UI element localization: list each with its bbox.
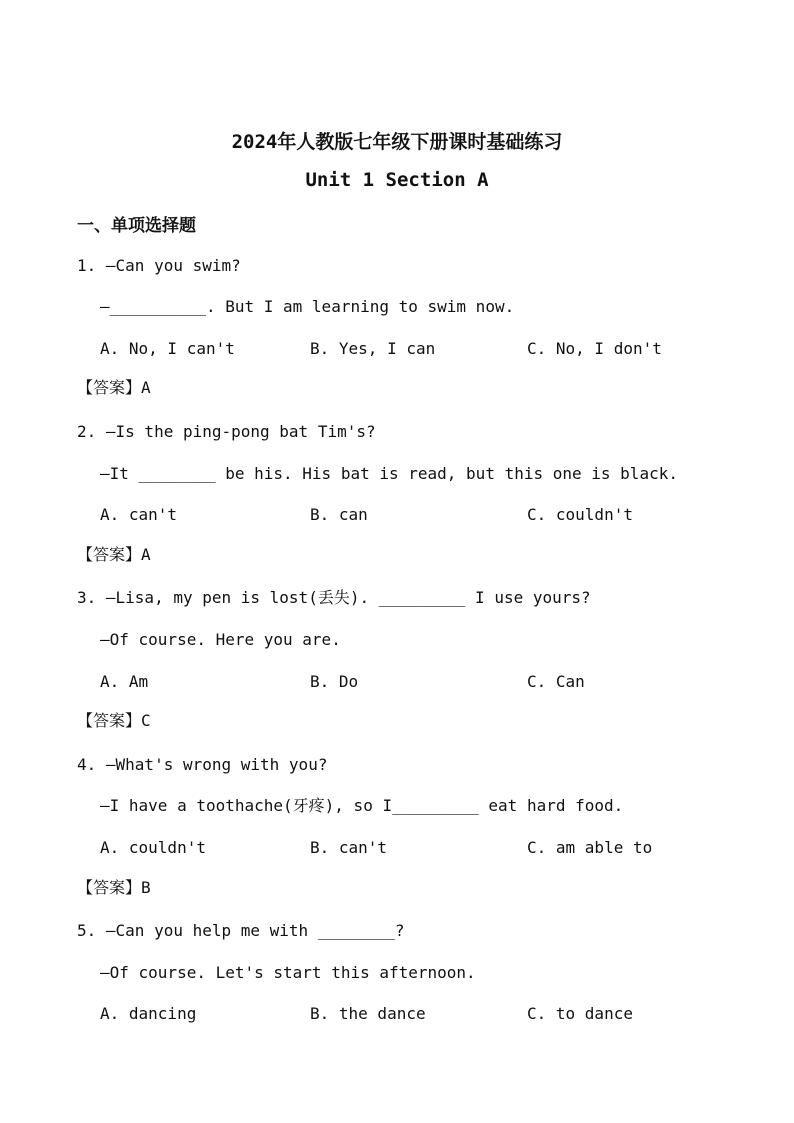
question-1-prompt: 1. —Can you swim?	[77, 256, 241, 275]
section-heading: 一、单项选择题	[77, 216, 196, 236]
question-5-option-a: A. dancing	[100, 1004, 197, 1023]
question-4-answer: 【答案】B	[77, 878, 151, 897]
question-2-answer: 【答案】A	[77, 545, 151, 564]
question-1-answer: 【答案】A	[77, 378, 151, 397]
document-subtitle: Unit 1 Section A	[305, 169, 489, 191]
question-3-answer: 【答案】C	[77, 711, 151, 730]
question-2-response: —It ________ be his. His bat is read, but this one is black.	[100, 464, 678, 483]
question-1-response: —__________. But I am learning to swim now.	[100, 297, 515, 316]
question-1-option-b: B. Yes, I can	[310, 339, 436, 358]
question-3-response: —Of course. Here you are.	[100, 630, 341, 649]
document-title: 2024年人教版七年级下册课时基础练习	[231, 131, 563, 153]
question-3-option-b: B. Do	[310, 672, 359, 691]
question-4-prompt: 4. —What's wrong with you?	[77, 755, 328, 774]
question-4-option-c: C. am able to	[527, 838, 653, 857]
question-5-option-c: C. to dance	[527, 1004, 633, 1023]
question-4-option-a: A. couldn't	[100, 838, 206, 857]
question-2-option-a: A. can't	[100, 505, 178, 524]
question-2-option-c: C. couldn't	[527, 505, 633, 524]
question-2-option-b: B. can	[310, 505, 368, 524]
question-3-option-a: A. Am	[100, 672, 149, 691]
question-5-option-b: B. the dance	[310, 1004, 426, 1023]
question-1-option-a: A. No, I can't	[100, 339, 235, 358]
question-5-prompt: 5. —Can you help me with ________?	[77, 921, 405, 940]
question-2-prompt: 2. —Is the ping-pong bat Tim's?	[77, 422, 376, 441]
question-1-option-c: C. No, I don't	[527, 339, 662, 358]
question-3-option-c: C. Can	[527, 672, 585, 691]
question-3-prompt: 3. —Lisa, my pen is lost(丢失). _________ I use yours?	[77, 588, 591, 607]
question-5-response: —Of course. Let's start this afternoon.	[100, 963, 476, 982]
question-4-response: —I have a toothache(牙疼), so I_________ eat hard food.	[100, 796, 624, 815]
question-4-option-b: B. can't	[310, 838, 388, 857]
